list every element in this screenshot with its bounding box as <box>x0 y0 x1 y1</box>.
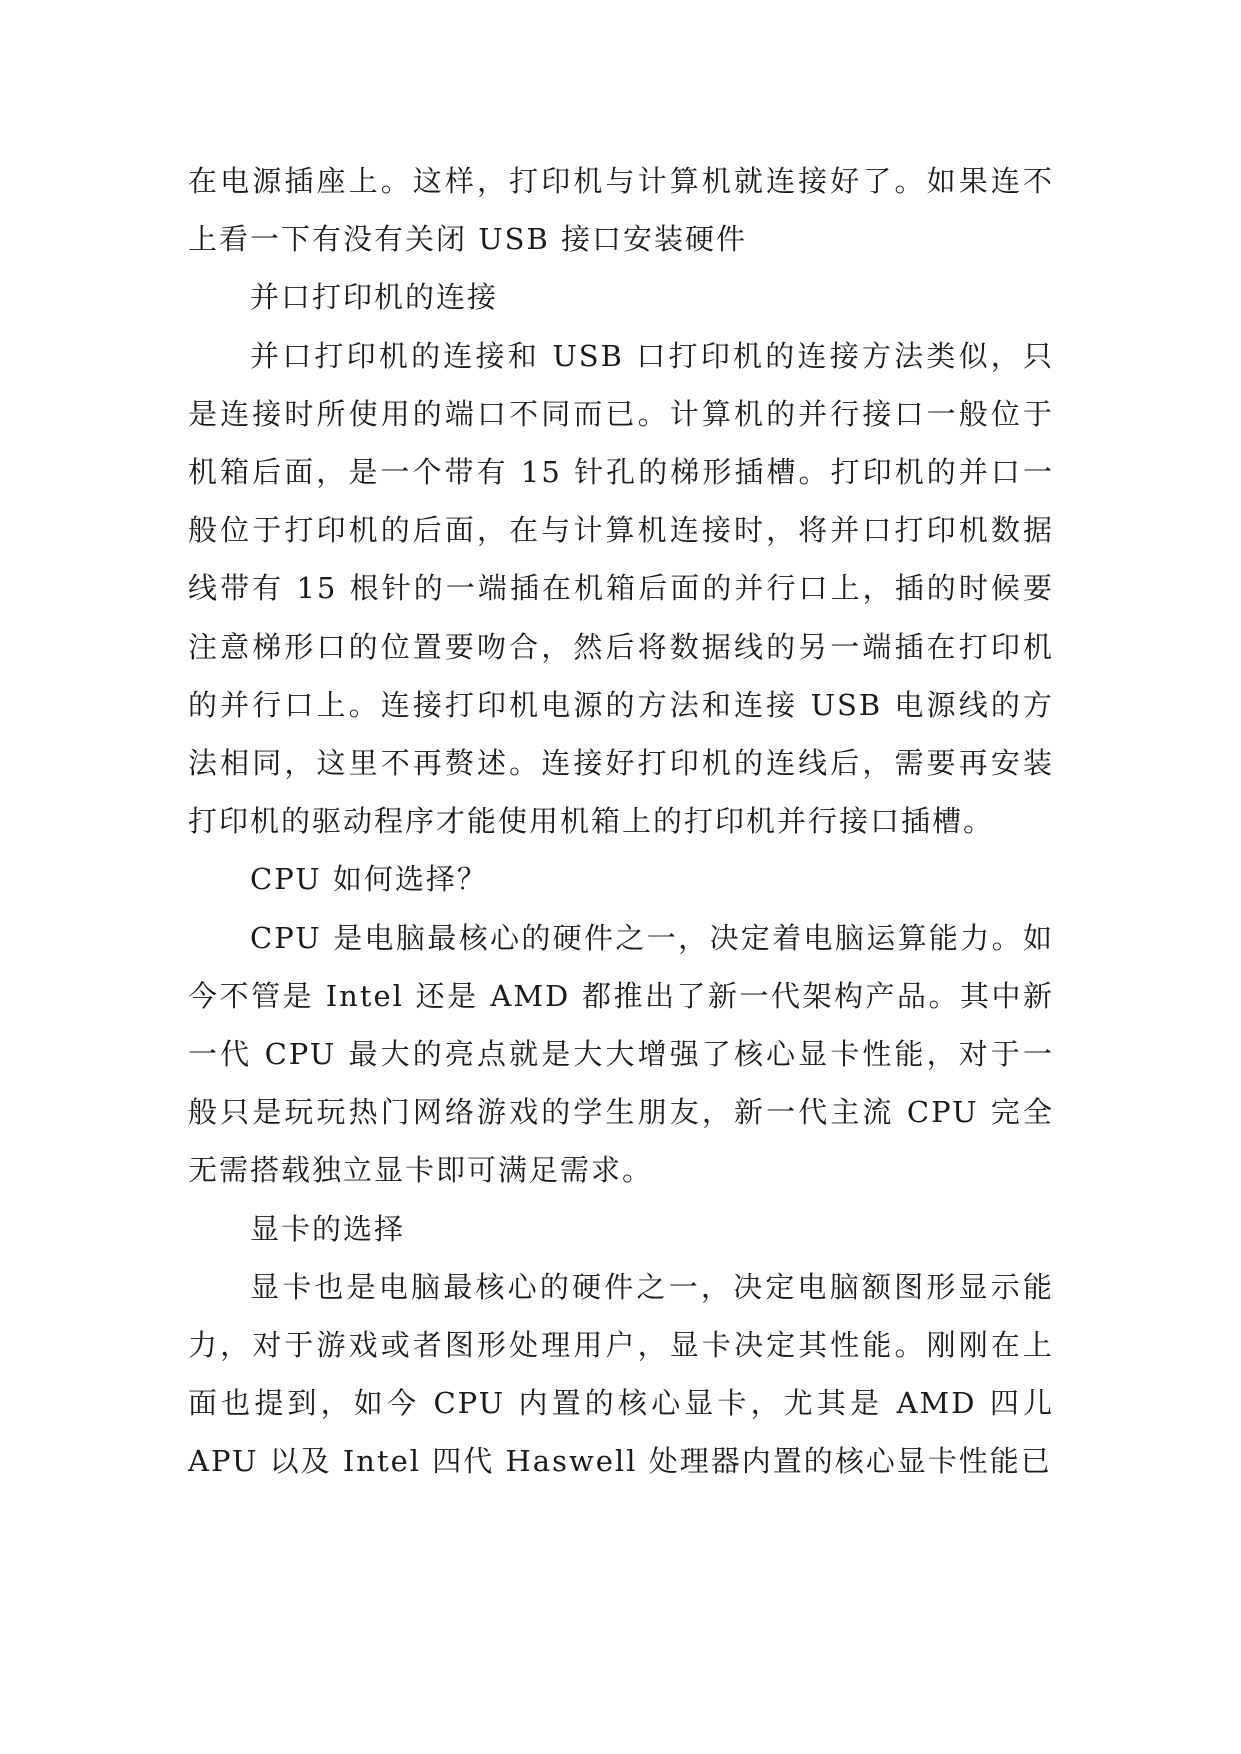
section-heading-parallel-printer: 并口打印机的连接 <box>250 280 499 315</box>
section-heading-gpu: 显卡的选择 <box>250 1211 406 1246</box>
paragraph-cpu: CPU 是电脑最核心的硬件之一，决定着电脑运算能力。如今不管是 Intel 还是 AMD 都推出了新一代架构产品。其中新一代 CPU 最大的亮点就是大大增强了核心显卡性能，对于一般只是玩玩热门网络游戏的学生朋友，新一代主流 CPU 完全无需搭载独立显卡即可满足需求。 <box>188 920 1054 1188</box>
paragraph-gpu: 显卡也是电脑最核心的硬件之一，决定电脑额图形显示能力，对于游戏或者图形处理用户，显卡决定其性能。刚刚在上面也提到，如今 CPU 内置的核心显卡，尤其是 AMD 四儿 APU 以及 Intel 四代 Haswell 处理器内置的核心显卡性能已 <box>188 1269 1054 1479</box>
paragraph-continuation: 在电源插座上。这样，打印机与计算机就连接好了。如果连不上看一下有没有关闭 USB 接口安装硬件 <box>188 164 1054 257</box>
paragraph-parallel-printer: 并口打印机的连接和 USB 口打印机的连接方法类似，只是连接时所使用的端口不同而已。计算机的并行接口一般位于机箱后面，是一个带有 15 针孔的梯形插槽。打印机的并口一般位于打印机的后面，在与计算机连接时，将并口打印机数据线带有 15 根针的一端插在机箱后面的并行口上，插的时候要注意梯形口的位置要吻合，然后将数据线的另一端插在打印机的并行口上。连接打印机电源的方法和连接 USB 电源线的方法相同，这里不再赘述。连接好打印机的连线后，需要再安装打印机的驱动程序才能使用机箱上的打印机并行接口插槽。 <box>188 338 1054 839</box>
document-body <box>188 152 1054 1491</box>
section-heading-cpu: CPU 如何选择？ <box>250 862 488 897</box>
